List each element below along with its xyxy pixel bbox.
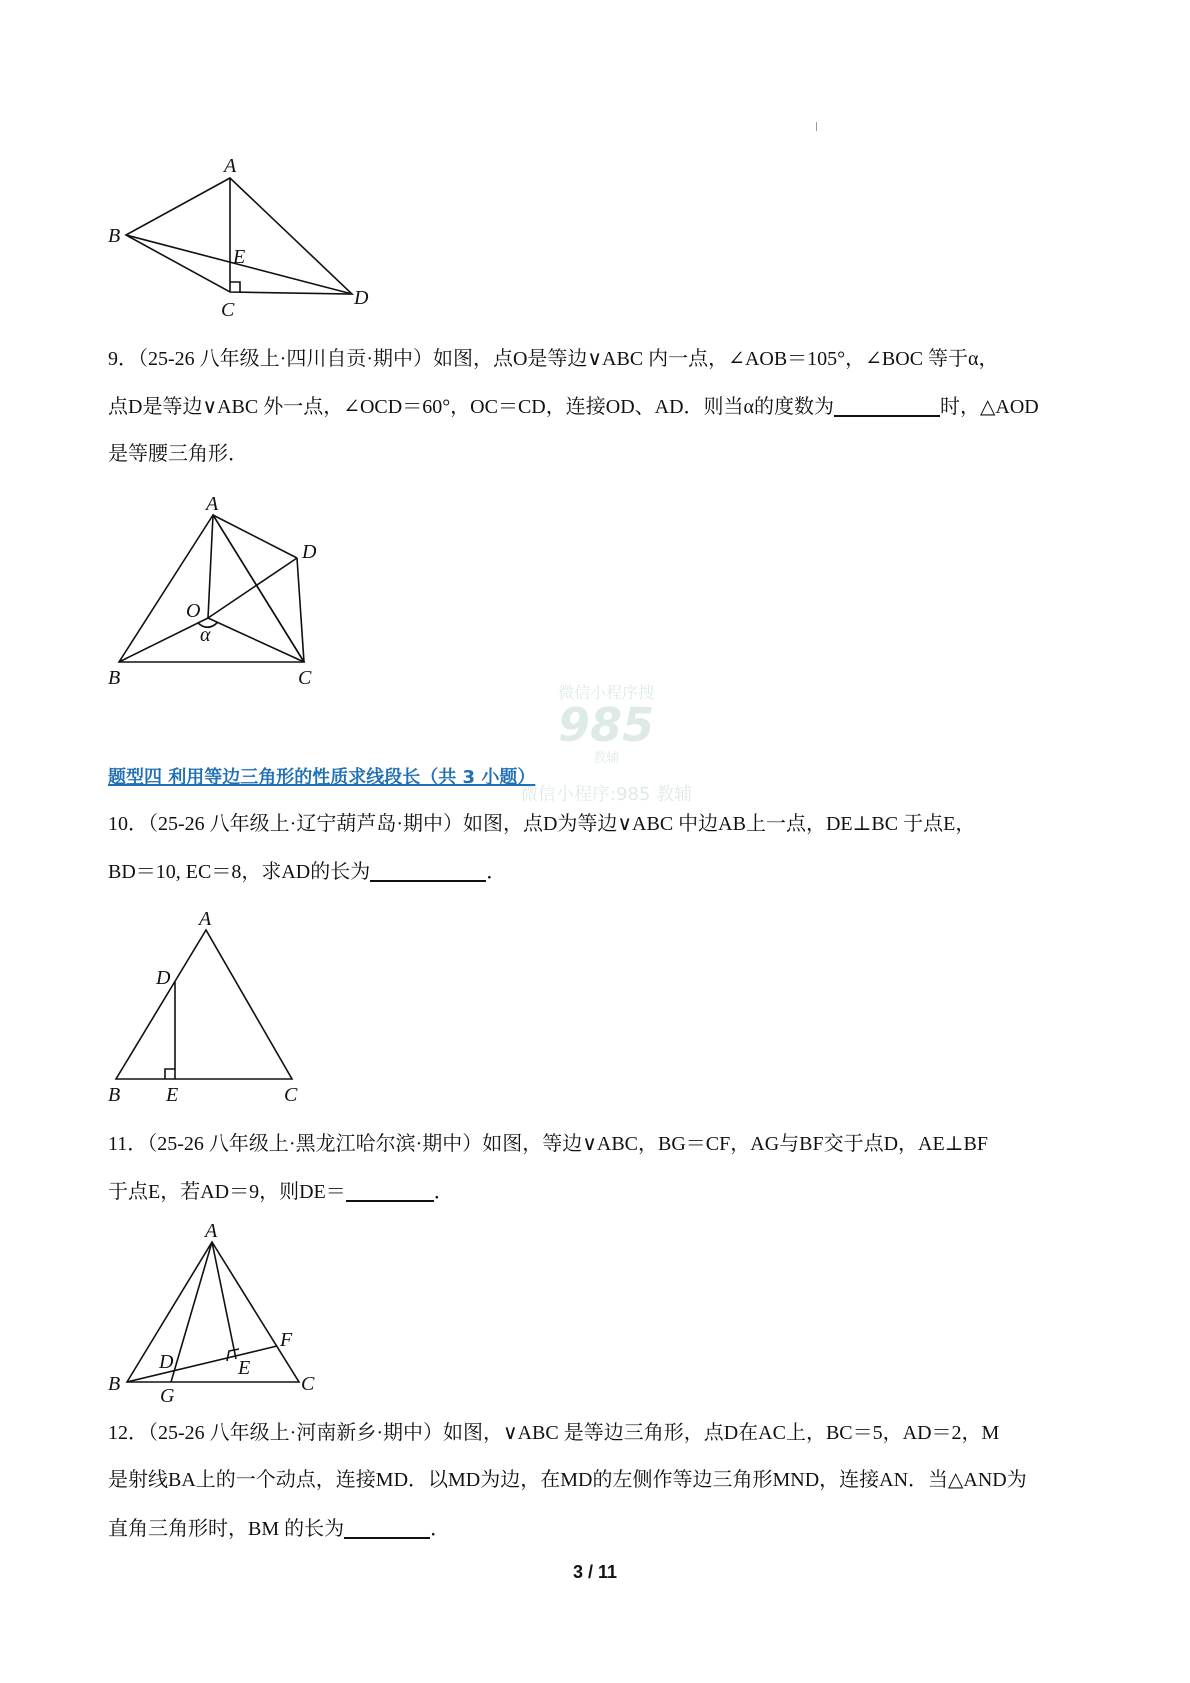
q12-line3-text: 直角三角形时，BM 的长为 [108, 1518, 345, 1540]
q12-line3 [108, 1516, 450, 1542]
label-B: B [108, 667, 121, 689]
q9-line2-text: 点D是等边∨ABC 外一点，∠OCD＝60°，OC＝CD，连接OD、AD．则当α的度数为 [108, 396, 835, 418]
q10-line2-end: ． [486, 861, 507, 883]
label-B: B [108, 1373, 121, 1395]
label-C: C [298, 667, 312, 689]
q10-line2-text: BD＝10, EC＝8，求AD的长为 [108, 861, 371, 883]
label-F: F [280, 1329, 293, 1351]
q9-line1: 9．（25-26 八年级上·四川自贡·期中）如图，点O是等边∨ABC 内一点，∠AOB＝105°，∠BOC 等于α， [108, 348, 999, 370]
watermark-line2: 985 [558, 698, 655, 752]
label-D: D [354, 287, 369, 309]
watermark-line1: 微信小程序搜 [558, 683, 655, 702]
label-A: A [224, 155, 237, 177]
label-A: A [205, 1220, 218, 1242]
label-E: E [233, 246, 246, 268]
label-B: B [108, 1084, 121, 1106]
q10-line1: 10．（25-26 八年级上·辽宁葫芦岛·期中）如图，点D为等边∨ABC 中边AB上一点，DE⊥BC 于点E， [108, 813, 976, 835]
watermark-line3: 教辅 [593, 751, 620, 766]
section-heading: 题型四 利用等边三角形的性质求线段长（共 3 小题） [108, 767, 536, 788]
label-O: O [186, 600, 201, 622]
label-G: G [160, 1385, 175, 1407]
q9-line3: 是等腰三角形． [108, 443, 248, 465]
q9-line2-end: 时，△AOD [940, 396, 1039, 418]
q12-line3-end: ． [430, 1518, 451, 1540]
label-E: E [166, 1084, 179, 1106]
label-A: A [199, 908, 212, 930]
page-number: 3 / 11 [572, 1562, 618, 1582]
watermark-line4: 微信小程序:985 教辅 [520, 784, 693, 805]
label-B: B [108, 225, 121, 247]
answer-blank-q12[interactable] [344, 1517, 430, 1539]
q11-line2-end: ． [433, 1181, 454, 1203]
label-D: D [159, 1351, 174, 1373]
q12-line2: 是射线BA上的一个动点，连接MD．以MD为边，在MD的左侧作等边三角形MND，连接AN．当△AND为 [108, 1469, 1027, 1491]
label-C: C [301, 1373, 315, 1395]
label-D: D [302, 541, 317, 563]
q11-line1: 11．（25-26 八年级上·黑龙江哈尔滨·期中）如图，等边∨ABC，BG＝CF，AG与BF交于点D，AE⊥BF [108, 1133, 988, 1155]
label-C: C [221, 299, 235, 321]
label-C: C [284, 1084, 298, 1106]
label-alpha: α [200, 624, 211, 646]
label-E: E [238, 1357, 251, 1379]
label-A: A [206, 493, 219, 515]
q12-line1: 12．（25-26 八年级上·河南新乡·期中）如图，∨ABC 是等边三角形，点D在AC上，BC＝5，AD＝2，M [108, 1422, 1000, 1444]
q11-line2-text: 于点E，若AD＝9，则DE＝ [108, 1181, 346, 1203]
label-D: D [156, 967, 171, 989]
